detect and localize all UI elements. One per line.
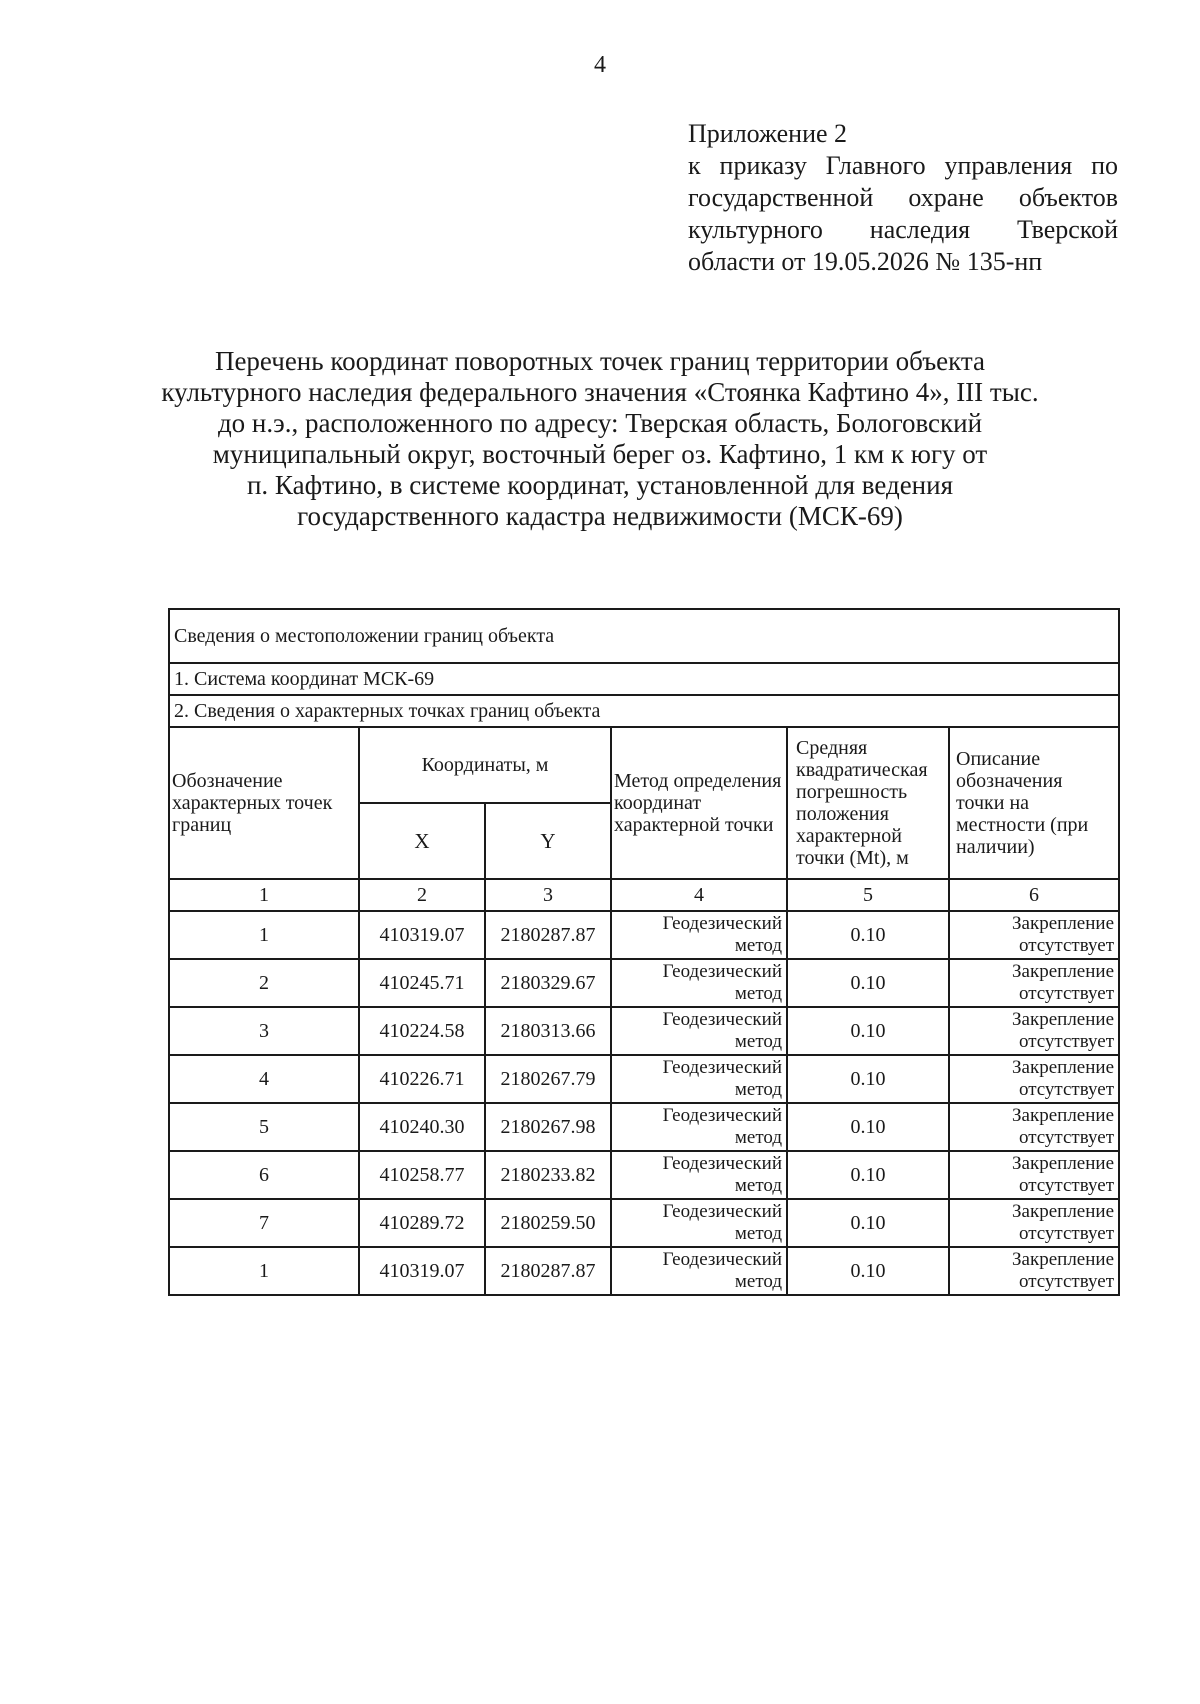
method-line-1: Геодезический — [662, 1105, 782, 1126]
error-value: 0.10 — [787, 1151, 949, 1199]
x-value: 410319.07 — [359, 1247, 485, 1295]
title-line: муниципальный округ, восточный берег оз. Кафтино, 1 км к югу от — [212, 439, 988, 469]
description-line-2: отсутствует — [1018, 983, 1114, 1004]
y-value: 2180287.87 — [485, 911, 611, 959]
x-value: 410289.72 — [359, 1199, 485, 1247]
page-number: 4 — [594, 52, 606, 78]
header-x: X — [359, 803, 485, 879]
method-line-1: Геодезический — [662, 1153, 782, 1174]
method-line-1: Геодезический — [662, 1201, 782, 1222]
method-cell — [611, 911, 787, 959]
description-cell — [949, 1247, 1119, 1295]
method-line-1: Геодезический — [662, 913, 782, 934]
appendix-line: государственной охране объектов — [688, 183, 1118, 212]
method-line-1: Геодезический — [662, 1009, 782, 1030]
title-line: до н.э., расположенного по адресу: Тверская область, Бологовский — [217, 408, 983, 438]
points-heading-row — [169, 695, 1119, 727]
error-value: 0.10 — [787, 1055, 949, 1103]
description-cell — [949, 911, 1119, 959]
description-line-1: Закрепление — [1012, 1105, 1114, 1126]
coord-system-row — [169, 663, 1119, 695]
error-value: 0.10 — [787, 1247, 949, 1295]
header-designation: Обозначение характерных точек границ — [169, 727, 359, 879]
appendix-block — [688, 118, 1118, 278]
x-value: 410240.30 — [359, 1103, 485, 1151]
column-number: 6 — [949, 879, 1119, 911]
description-line-2: отсутствует — [1018, 1271, 1114, 1292]
description-cell — [949, 959, 1119, 1007]
header-description: Описание обозначения точки на местности (при наличии) — [949, 727, 1119, 879]
y-value: 2180287.87 — [485, 1247, 611, 1295]
description-line-2: отсутствует — [1018, 1031, 1114, 1052]
description-line-1: Закрепление — [1012, 1009, 1114, 1030]
description-cell — [949, 1007, 1119, 1055]
method-line-1: Геодезический — [662, 1249, 782, 1270]
column-number: 4 — [611, 879, 787, 911]
description-line-2: отсутствует — [1018, 1175, 1114, 1196]
points-heading: 2. Сведения о характерных точках границ объекта — [169, 695, 1119, 727]
error-value: 0.10 — [787, 959, 949, 1007]
point-id: 1 — [169, 1247, 359, 1295]
error-value: 0.10 — [787, 1103, 949, 1151]
section-heading: Сведения о местоположении границ объекта — [169, 609, 1119, 663]
y-value: 2180267.79 — [485, 1055, 611, 1103]
header-method: Метод определения координат характерной точки — [611, 727, 787, 879]
error-value: 0.10 — [787, 911, 949, 959]
title-line: п. Кафтино, в системе координат, установленной для ведения — [246, 470, 953, 500]
table-row — [169, 1007, 1119, 1055]
appendix-line: области от 19.05.2026 № 135-нп — [688, 247, 1043, 276]
method-cell — [611, 959, 787, 1007]
column-number: 5 — [787, 879, 949, 911]
x-value: 410258.77 — [359, 1151, 485, 1199]
method-line-2: метод — [734, 983, 782, 1004]
point-id: 4 — [169, 1055, 359, 1103]
coordinates-table — [168, 608, 1120, 1296]
method-line-2: метод — [734, 1031, 782, 1052]
point-id: 3 — [169, 1007, 359, 1055]
table-row — [169, 959, 1119, 1007]
point-id: 5 — [169, 1103, 359, 1151]
description-line-1: Закрепление — [1012, 1057, 1114, 1078]
x-value: 410226.71 — [359, 1055, 485, 1103]
header-y: Y — [485, 803, 611, 879]
point-id: 2 — [169, 959, 359, 1007]
description-line-1: Закрепление — [1012, 961, 1114, 982]
description-line-1: Закрепление — [1012, 1201, 1114, 1222]
description-cell — [949, 1103, 1119, 1151]
method-line-2: метод — [734, 1079, 782, 1100]
title-line: культурного наследия федерального значения «Стоянка Кафтино 4», III тыс. — [161, 377, 1039, 407]
title-line: государственного кадастра недвижимости (МСК-69) — [297, 501, 903, 531]
description-cell — [949, 1199, 1119, 1247]
description-line-1: Закрепление — [1012, 913, 1114, 934]
point-id: 1 — [169, 911, 359, 959]
table-row — [169, 1055, 1119, 1103]
method-cell — [611, 1151, 787, 1199]
method-line-1: Геодезический — [662, 1057, 782, 1078]
method-cell — [611, 1199, 787, 1247]
y-value: 2180233.82 — [485, 1151, 611, 1199]
column-number: 3 — [485, 879, 611, 911]
description-line-2: отсутствует — [1018, 1127, 1114, 1148]
method-line-2: метод — [734, 1223, 782, 1244]
description-line-1: Закрепление — [1012, 1153, 1114, 1174]
method-line-2: метод — [734, 935, 782, 956]
description-cell — [949, 1055, 1119, 1103]
error-value: 0.10 — [787, 1007, 949, 1055]
method-cell — [611, 1055, 787, 1103]
y-value: 2180267.98 — [485, 1103, 611, 1151]
table-row — [169, 1103, 1119, 1151]
y-value: 2180329.67 — [485, 959, 611, 1007]
appendix-line: Приложение 2 — [688, 119, 848, 148]
y-value: 2180313.66 — [485, 1007, 611, 1055]
appendix-line: культурного наследия Тверской — [688, 215, 1118, 244]
description-line-2: отсутствует — [1018, 935, 1114, 956]
description-line-2: отсутствует — [1018, 1079, 1114, 1100]
description-line-2: отсутствует — [1018, 1223, 1114, 1244]
x-value: 410224.58 — [359, 1007, 485, 1055]
description-cell — [949, 1151, 1119, 1199]
section-heading-row — [169, 609, 1119, 663]
y-value: 2180259.50 — [485, 1199, 611, 1247]
table-row — [169, 1247, 1119, 1295]
method-line-2: метод — [734, 1175, 782, 1196]
header-row — [169, 727, 1119, 803]
method-cell — [611, 1007, 787, 1055]
point-id: 7 — [169, 1199, 359, 1247]
table-row — [169, 1199, 1119, 1247]
title-line: Перечень координат поворотных точек границ территории объекта — [214, 346, 986, 376]
coord-system: 1. Система координат МСК-69 — [169, 663, 1119, 695]
document-title — [150, 346, 1050, 532]
description-line-1: Закрепление — [1012, 1249, 1114, 1270]
method-line-2: метод — [734, 1127, 782, 1148]
table-row — [169, 1151, 1119, 1199]
header-coordinates: Координаты, м — [359, 727, 611, 803]
appendix-line: к приказу Главного управления по — [688, 151, 1118, 180]
method-cell — [611, 1247, 787, 1295]
x-value: 410319.07 — [359, 911, 485, 959]
column-number-row — [169, 879, 1119, 911]
table-row — [169, 911, 1119, 959]
point-id: 6 — [169, 1151, 359, 1199]
column-number: 2 — [359, 879, 485, 911]
x-value: 410245.71 — [359, 959, 485, 1007]
column-number: 1 — [169, 879, 359, 911]
error-value: 0.10 — [787, 1199, 949, 1247]
method-cell — [611, 1103, 787, 1151]
header-error: Средняя квадратическая погрешность положения характерной точки (Mt), м — [787, 727, 949, 879]
method-line-2: метод — [734, 1271, 782, 1292]
method-line-1: Геодезический — [662, 961, 782, 982]
